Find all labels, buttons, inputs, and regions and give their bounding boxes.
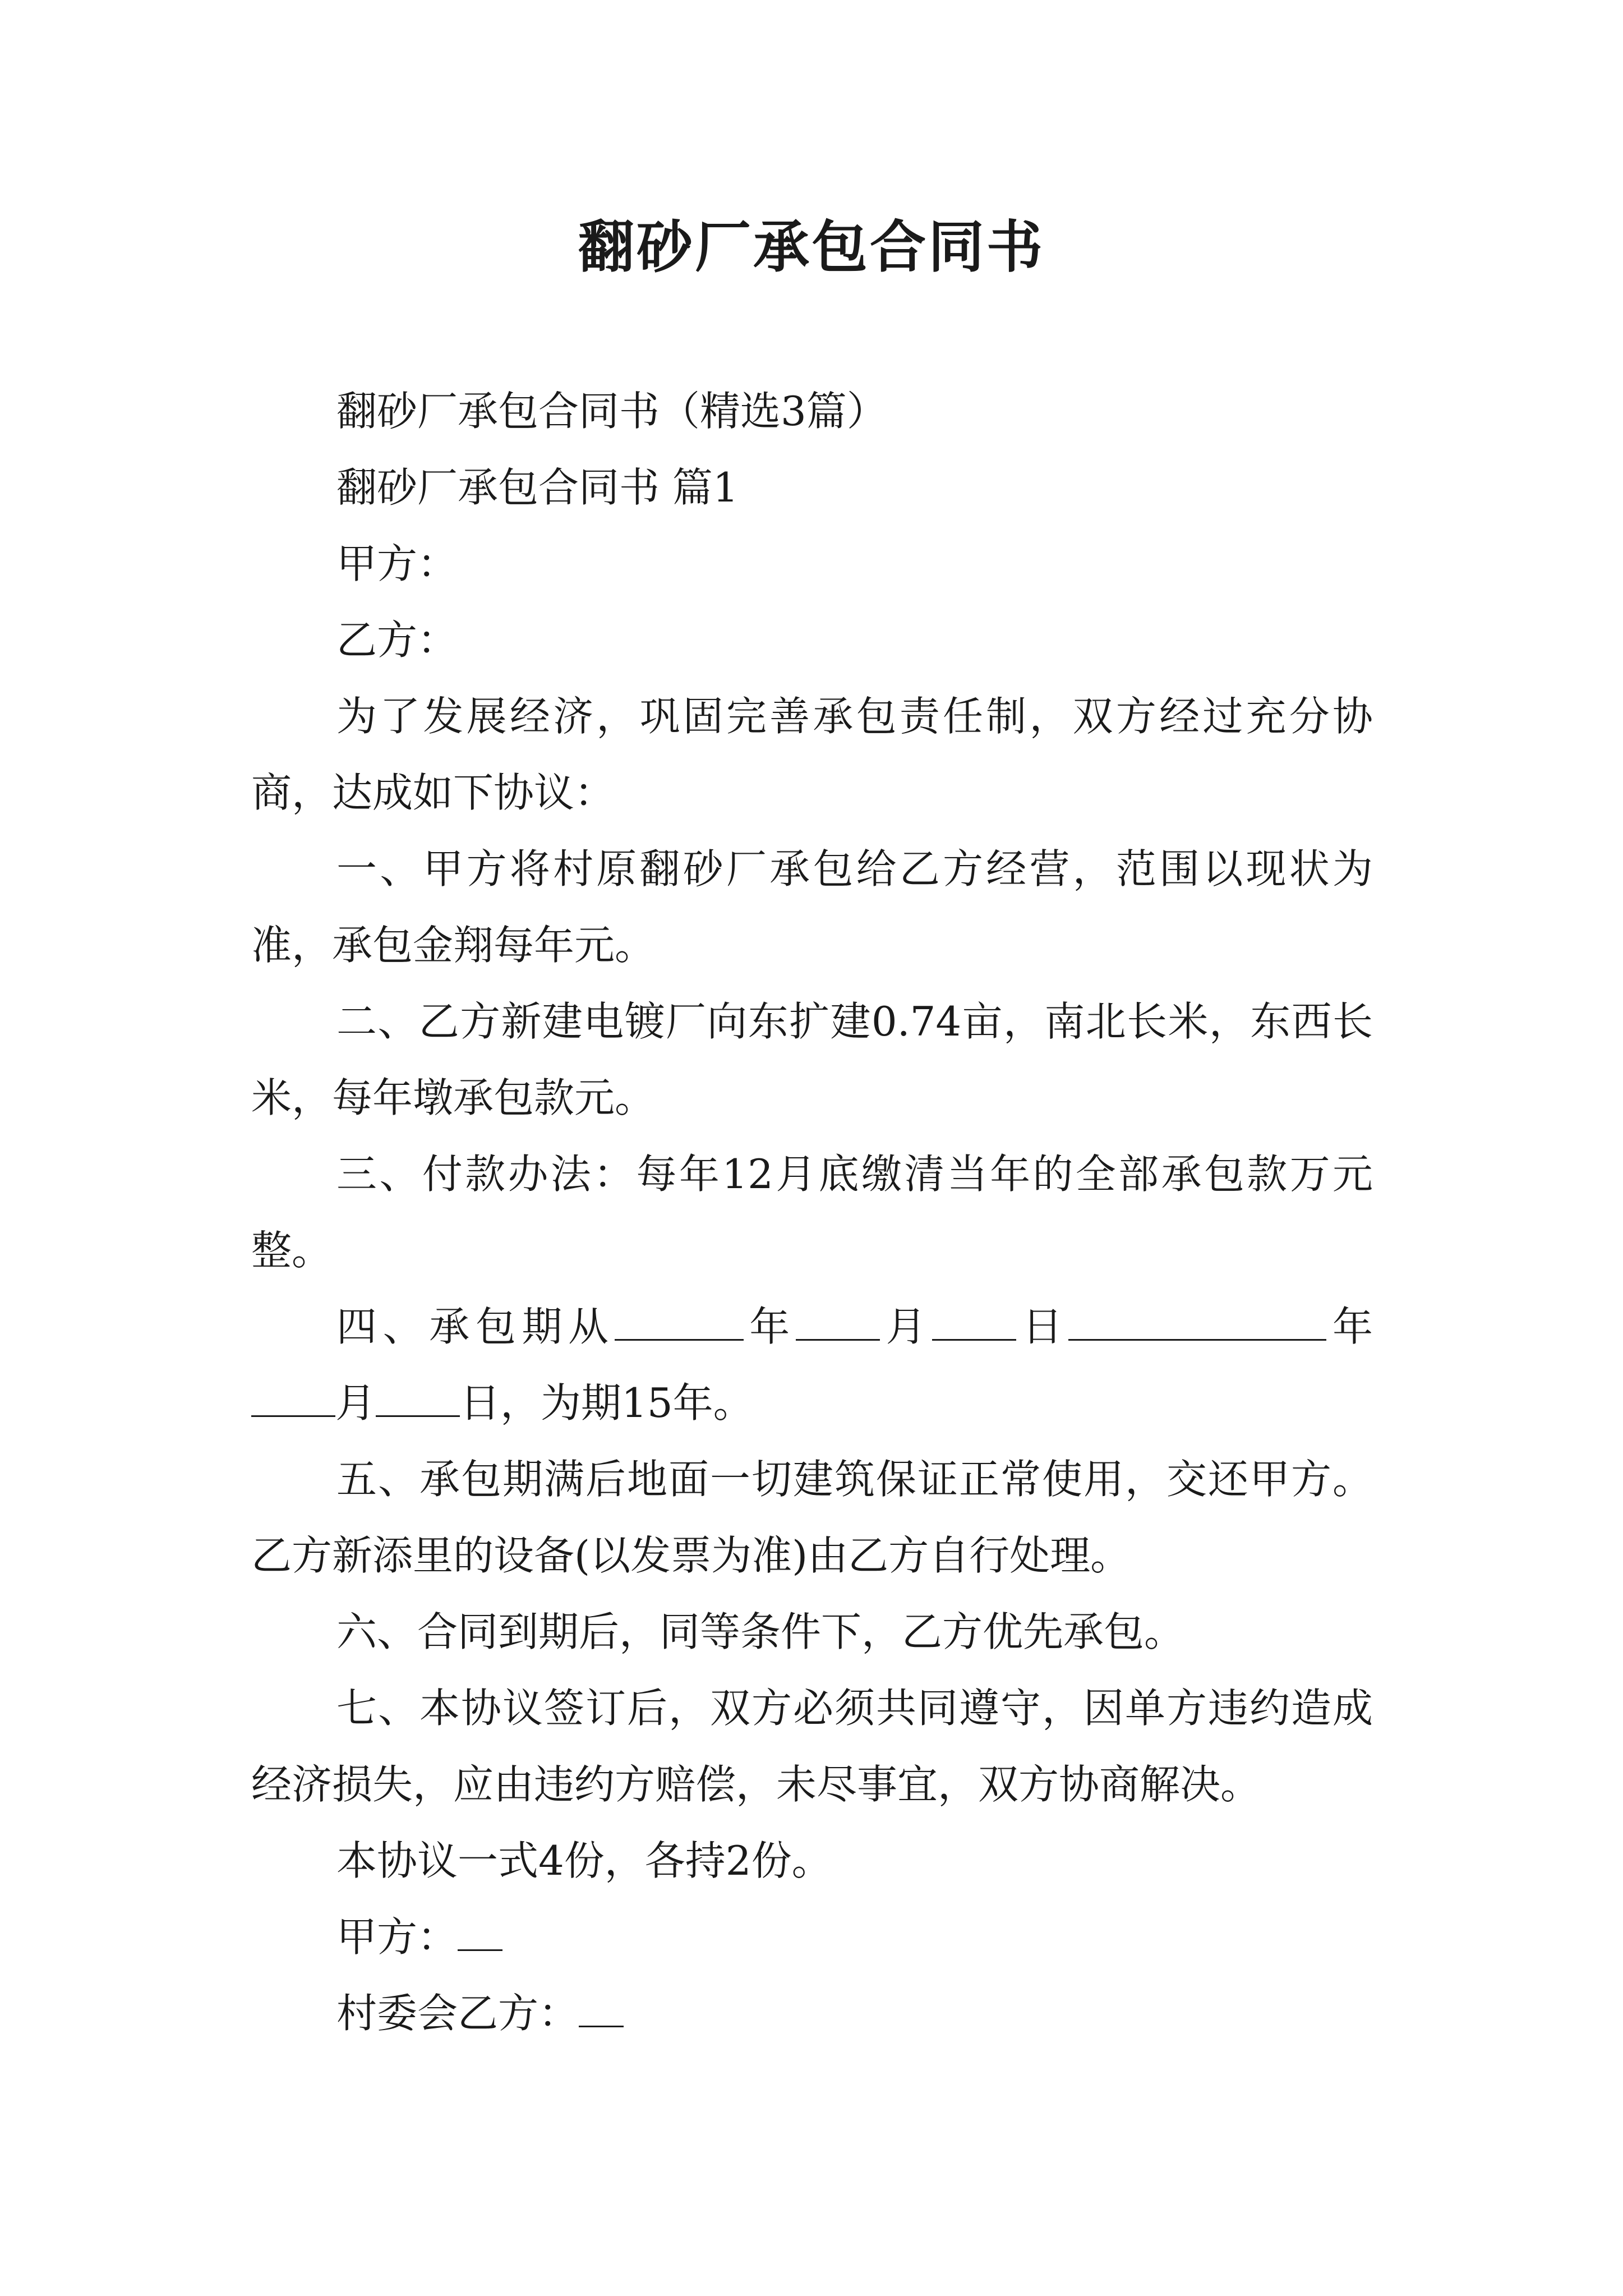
signature-party-b-label: 村委会乙方： <box>336 1990 579 2037</box>
clause-3: 三、付款办法：每年12月底缴清当年的全部承包款万元整。 <box>251 1151 1373 1274</box>
copies-statement: 本协议一式4份，各持2份。 <box>336 1837 832 1884</box>
signature-party-a-label: 甲方： <box>336 1913 458 1961</box>
clause-4-year-end: 年 <box>1326 1303 1373 1350</box>
signature-party-b <box>251 1975 1373 2051</box>
clause-4 <box>251 1289 1373 1441</box>
clause-5: 五、承包期满后地面一切建筑保证正常使用，交还甲方。乙方新添里的设备(以发票为准)由乙方自行处理。 <box>251 1456 1373 1579</box>
intro-paragraph: 为了发展经济，巩固完善承包责任制，双方经过充分协商，达成如下协议： <box>251 693 1373 816</box>
clause-2: 二、乙方新建电镀厂向东扩建0.74亩，南北长米，东西长米，每年墩承包款元。 <box>251 998 1373 1121</box>
party-b-label: 乙方： <box>336 616 458 664</box>
blank-line <box>932 1300 1016 1341</box>
document-body <box>251 373 1373 2051</box>
blank-line <box>615 1300 744 1341</box>
blank-line <box>1068 1300 1326 1341</box>
clause-4-month-end: 月 <box>335 1379 376 1427</box>
clause-6: 六、合同到期后，同等条件下，乙方优先承包。 <box>336 1608 1185 1655</box>
signature-party-a <box>251 1899 1373 1975</box>
document-title: 翻砂厂承包合同书 <box>578 214 1045 280</box>
blank-line <box>251 1376 335 1417</box>
clause-4-month-start: 月 <box>879 1303 933 1350</box>
document-subtitle: 翻砂厂承包合同书（精选3篇） <box>336 388 887 435</box>
party-a-label: 甲方： <box>336 540 458 587</box>
signature-blank <box>579 1986 624 2027</box>
blank-line <box>376 1376 460 1417</box>
clause-4-day-start: 日 <box>1016 1303 1069 1350</box>
section-heading: 翻砂厂承包合同书 篇1 <box>336 464 739 511</box>
clause-4-year-start: 年 <box>743 1303 796 1350</box>
clause-4-suffix: 日，为期15年。 <box>460 1379 754 1427</box>
clause-4-prefix: 四、承包期从 <box>336 1303 615 1350</box>
clause-7: 七、本协议签订后，双方必须共同遵守，因单方违约造成经济损失，应由违约方赔偿，未尽事宜，双方协商解决。 <box>251 1685 1373 1808</box>
signature-blank <box>458 1910 502 1951</box>
clause-1: 一、甲方将村原翻砂厂承包给乙方经营，范围以现状为准，承包金翔每年元。 <box>251 845 1373 969</box>
blank-line <box>796 1300 880 1341</box>
